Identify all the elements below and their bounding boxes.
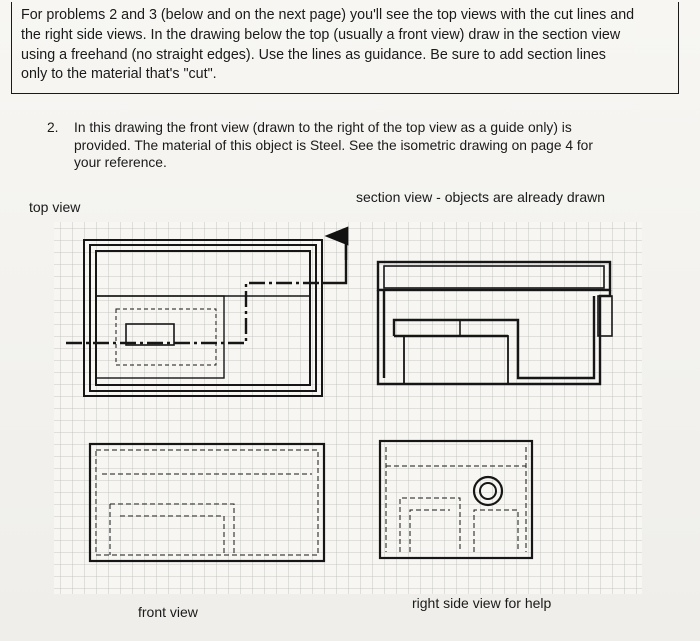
section-view-label: section view - objects are already drawn [356, 189, 606, 205]
problem-line: provided. The material of this object is Steel. See the isometric drawing on page 4 for [74, 137, 593, 153]
right-side-view-label: right side view for help [412, 595, 552, 611]
instructions-line: For problems 2 and 3 (below and on the next page) you'll see the top views with the cut lines and [21, 7, 635, 23]
problem-line: In this drawing the front view (drawn to the right of the top view as a guide only) is [74, 120, 572, 135]
instructions-line: using a freehand (no straight edges). Use the lines as guidance. Be sure to add section lines [21, 46, 606, 63]
problem-line: your reference. [74, 155, 167, 170]
instructions-line: the right side views. In the drawing below the top (usually a front view) draw in the section view [21, 26, 621, 43]
top-view-label: top view [29, 199, 81, 215]
problem-number: 2. [47, 120, 59, 135]
front-view-label: front view [138, 604, 198, 620]
instructions-line: only to the material that's "cut". [21, 66, 217, 83]
